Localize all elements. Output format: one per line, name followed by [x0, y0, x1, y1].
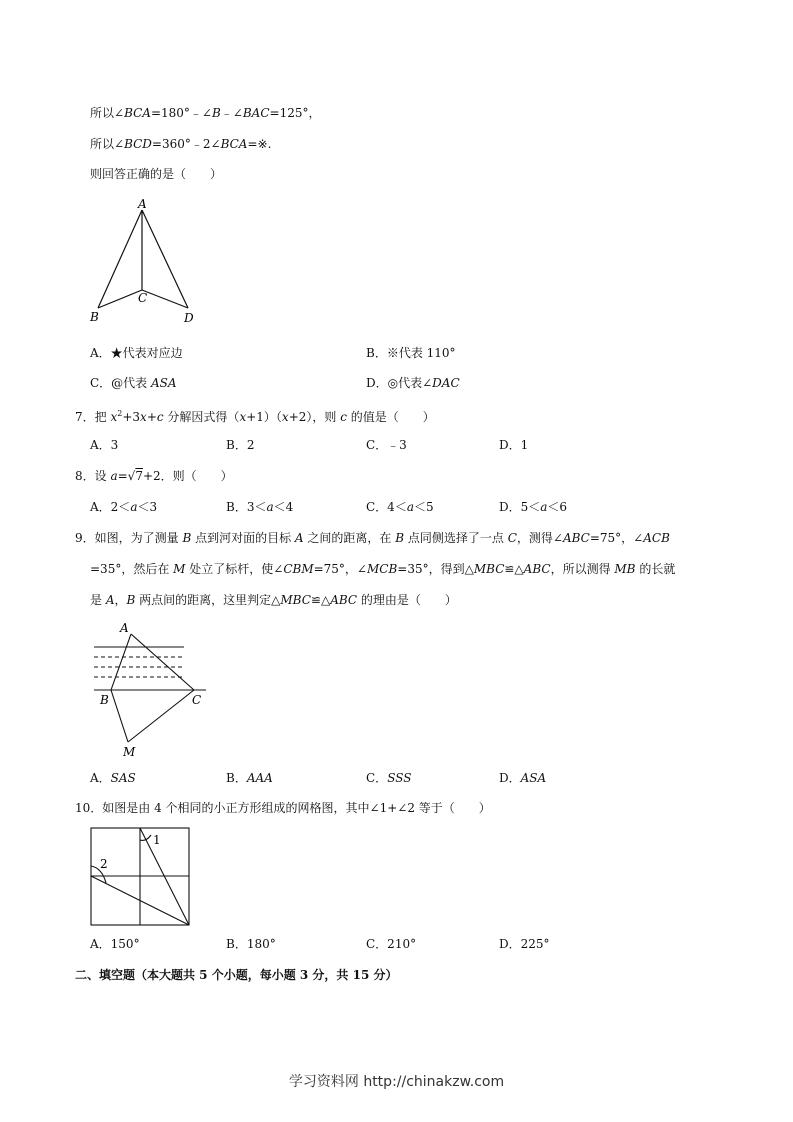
fig6-label-A: A	[138, 197, 147, 211]
fig9-label-B: B	[100, 693, 109, 707]
intro-line-1: 所以∠BCA=180°﹣∠B﹣∠BAC=125°，	[90, 106, 321, 120]
q9-option-c[interactable]: C．SSS	[366, 771, 412, 785]
q6-option-d[interactable]: D．◎代表∠DAC	[366, 376, 460, 390]
fig10-label-2: 2	[100, 857, 108, 871]
intro-line-3: 则回答正确的是（ ）	[90, 167, 223, 181]
q9-option-a[interactable]: A．SAS	[90, 771, 136, 785]
q9-stem-line-1: 9．如图，为了测量 B 点到河对面的目标 A 之间的距离，在 B 点同侧选择了一点 C，测得∠ABC=75°，∠ACB	[75, 531, 670, 545]
q7-option-b[interactable]: B．2	[226, 438, 255, 452]
q9-option-d[interactable]: D．ASA	[499, 771, 547, 785]
q6-option-a[interactable]: A．★代表对应边	[90, 346, 183, 360]
fig9-label-A: A	[120, 621, 129, 635]
q8-option-a[interactable]: A．2＜a＜3	[90, 500, 158, 514]
q7-option-a[interactable]: A．3	[90, 438, 119, 452]
q10-option-d[interactable]: D．225°	[499, 937, 550, 951]
q8-stem: 8．设 a=√7+2．则（ ）	[75, 469, 233, 483]
fig10-label-1: 1	[153, 833, 161, 847]
q9-option-b[interactable]: B．AAA	[226, 771, 273, 785]
q10-stem: 10．如图是由 4 个相同的小正方形组成的网格图，其中∠1+∠2 等于（ ）	[75, 801, 491, 815]
q7-option-d[interactable]: D．1	[499, 438, 529, 452]
q8-option-d[interactable]: D．5＜a＜6	[499, 500, 568, 514]
q9-stem-line-3: 是 A，B 两点间的距离，这里判定△MBC≌△ABC 的理由是（ ）	[90, 593, 457, 607]
q8-option-b[interactable]: B．3＜a＜4	[226, 500, 294, 514]
q10-option-b[interactable]: B．180°	[226, 937, 276, 951]
q9-stem-line-2: =35°，然后在 M 处立了标杆，使∠CBM=75°，∠MCB=35°，得到△MBC≌△ABC，所以测得 MB 的长就	[90, 562, 676, 576]
page-footer-watermark: 学习资料网 http://chinakzw.com	[288, 1074, 505, 1090]
fig9-label-M: M	[123, 745, 136, 759]
fig6-label-C: C	[138, 291, 148, 305]
q6-option-c[interactable]: C．@代表 ASA	[90, 376, 177, 390]
q6-option-b[interactable]: B．※代表 110°	[366, 346, 456, 360]
q7-stem: 7．把 $x^2+3x+c$ 分解因式得（x+1）（x+2），则 c 的值是（ ）	[75, 409, 435, 424]
fig6-label-D: D	[184, 311, 194, 325]
q10-option-a[interactable]: A．150°	[90, 937, 140, 951]
fig6-label-B: B	[90, 310, 99, 324]
fig9-label-C: C	[192, 693, 202, 707]
q7-option-c[interactable]: C．﹣3	[366, 438, 407, 452]
q8-option-c[interactable]: C．4＜a＜5	[366, 500, 434, 514]
section-2-heading: 二、填空题（本大题共 5 个小题，每小题 3 分，共 15 分）	[75, 968, 398, 982]
intro-line-2: 所以∠BCD=360°﹣2∠BCA=※.	[90, 137, 272, 151]
q10-option-c[interactable]: C．210°	[366, 937, 417, 951]
